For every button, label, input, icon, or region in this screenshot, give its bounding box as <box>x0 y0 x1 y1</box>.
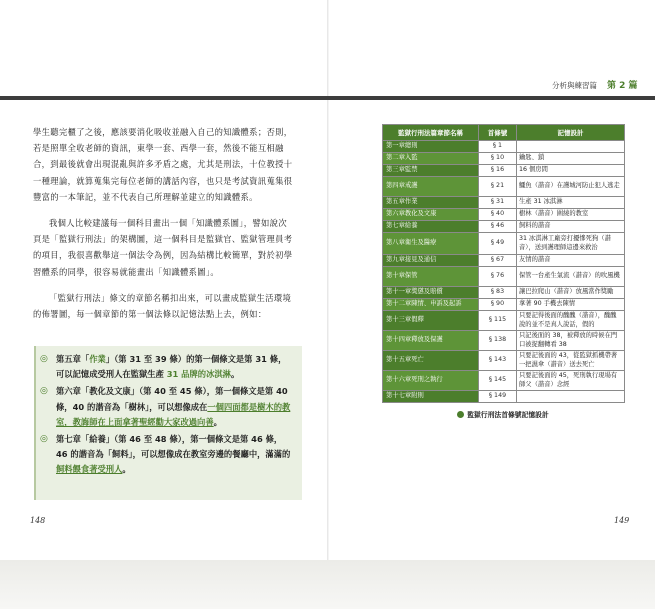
memory-cell <box>517 141 625 153</box>
memory-table-box <box>382 124 624 419</box>
chapter-label: 第 2 篇 <box>607 81 638 91</box>
chapter-cell: 第三章監禁 <box>383 165 479 177</box>
table-row <box>383 153 625 165</box>
callout-text: 第六章「教化及文康」（第 40 至 45 條），第一個條文是第 40 條，40 的諧音為「樹林」，可以想像成在一個四面都是樹木的教室，教誨師在上面拿著聖經勸大家改過向善。 <box>56 386 291 427</box>
bullet-icon: ◎ <box>40 386 48 397</box>
memory-cell <box>517 391 625 403</box>
memory-cell: 保管一台產生氣流（諧音）的吹風機 <box>517 267 625 287</box>
callout-text: 第五章「作業」（第 31 至 39 條）的第一個條文是第 31 條，可以記憶成受刑人在監獄生產 31 品牌的冰淇淋。 <box>56 354 287 380</box>
callout-text: 第七章「給養」（第 46 至 48 條），第一個條文是第 46 條，46 的諧音為「飼料」，可以想像成在教室旁邊的餐廳中，滿滿的飼料餵食著受刑人。 <box>56 434 291 475</box>
chapter-cell: 第十四章釋放及保護 <box>383 331 479 351</box>
column-header-memory: 記憶設計 <box>517 125 625 141</box>
memory-table <box>382 124 625 403</box>
caption-text: 監獄行刑法首條號記憶設計 <box>467 411 549 419</box>
article-cell: § 138 <box>479 331 517 351</box>
table-row <box>383 233 625 255</box>
table-row <box>383 287 625 299</box>
book-spine <box>327 0 329 560</box>
article-cell: § 90 <box>479 299 517 311</box>
table-row <box>383 165 625 177</box>
example-callout <box>34 346 302 500</box>
memory-cell: 31 冰淇淋工廠旁打擾慘死狗（諧音），送到護理師這邊來救治 <box>517 233 625 255</box>
article-cell: § 145 <box>479 371 517 391</box>
chapter-cell: 第六章教化及文康 <box>383 209 479 221</box>
article-cell: § 115 <box>479 311 517 331</box>
callout-item <box>40 384 292 430</box>
article-cell: § 10 <box>479 153 517 165</box>
chapter-cell: 第九章接見及通信 <box>383 255 479 267</box>
table-caption <box>382 409 624 419</box>
column-header-chapter: 監獄行刑法篇章節名稱 <box>383 125 479 141</box>
page-number-left: 148 <box>30 516 46 525</box>
bullet-icon: ◎ <box>40 434 48 445</box>
paragraph: 學生聽完櫃了之後，應該要消化吸收並融入自己的知識體系；否則，若是照單全收老師的資訊，東學一套、西學一套，然後不能互相融合，到最後就會出現混亂與許多矛盾之處，尤其是刑法，十位教授十一種理論，就算蒐集完每位老師的講話內容，也只是考試資訊蒐集很豐富的一本筆記，並不代表自己所理解並建立的知識體系。 <box>33 127 293 202</box>
memory-cell: 飼料的諧音 <box>517 221 625 233</box>
table-row <box>383 255 625 267</box>
memory-cell: 只記後面的 38，被釋放的時候在門口被捉翻轉看 38 <box>517 331 625 351</box>
chapter-cell: 第十二章陳情、申訴及起訴 <box>383 299 479 311</box>
table-row <box>383 221 625 233</box>
table-row <box>383 197 625 209</box>
article-cell: § 49 <box>479 233 517 255</box>
memory-cell: 只要記後面的 45，死刑執行現場有師父（諧音）念經 <box>517 371 625 391</box>
article-cell: § 40 <box>479 209 517 221</box>
memory-cell: 只要記後面的 43，從監獄抓機帶著一把濕傘（諧音）送去死亡 <box>517 351 625 371</box>
chapter-cell: 第十七章附則 <box>383 391 479 403</box>
table-row <box>383 391 625 403</box>
article-cell: § 76 <box>479 267 517 287</box>
article-cell: § 67 <box>479 255 517 267</box>
caption-bullet-icon <box>457 411 464 418</box>
chapter-cell: 第八章衛生及醫療 <box>383 233 479 255</box>
bullet-icon: ◎ <box>40 354 48 364</box>
memory-cell: 生產 31 冰淇淋 <box>517 197 625 209</box>
article-cell: § 143 <box>479 351 517 371</box>
table-row <box>383 331 625 351</box>
chapter-cell: 第五章作業 <box>383 197 479 209</box>
table-row <box>383 209 625 221</box>
chapter-cell: 第四章戒護 <box>383 177 479 197</box>
article-cell: § 21 <box>479 177 517 197</box>
article-cell: § 1 <box>479 141 517 153</box>
table-row <box>383 351 625 371</box>
table-body <box>383 141 625 403</box>
paragraph: 「監獄行刑法」條文的章節名稱扣出來，可以畫成監獄生活環境的佈署圖，每一個章節的第一個法條以記憶法點上去，例如： <box>33 292 292 320</box>
table-header-row <box>383 125 625 141</box>
chapter-cell: 第十六章死刑之執行 <box>383 371 479 391</box>
chapter-cell: 第二章入監 <box>383 153 479 165</box>
table-row <box>383 311 625 331</box>
article-cell: § 16 <box>479 165 517 177</box>
header-rule <box>0 96 655 100</box>
chapter-cell: 第七章給養 <box>383 221 479 233</box>
page-shadow <box>0 560 655 609</box>
chapter-cell: 第十一章獎懲及賠償 <box>383 287 479 299</box>
memory-cell: 讓巴拉爬山（諧音）放風當作獎勵 <box>517 287 625 299</box>
article-cell: § 46 <box>479 221 517 233</box>
left-page-body <box>33 124 295 322</box>
table-row <box>383 299 625 311</box>
chapter-cell: 第十章保管 <box>383 267 479 287</box>
callout-item <box>40 432 292 478</box>
table-row <box>383 371 625 391</box>
memory-cell: 鱷魚（諧音）在護城河防止犯人逃走 <box>517 177 625 197</box>
chapter-cell: 第十五章死亡 <box>383 351 479 371</box>
article-cell: § 149 <box>479 391 517 403</box>
callout-item <box>40 352 292 382</box>
article-cell: § 83 <box>479 287 517 299</box>
memory-cell: 拿著 90 手機去陳情 <box>517 299 625 311</box>
chapter-cell: 第十三章假釋 <box>383 311 479 331</box>
memory-cell: 友情的諧音 <box>517 255 625 267</box>
page-number-right: 149 <box>614 516 630 525</box>
column-header-article: 首條號 <box>479 125 517 141</box>
memory-cell: 鑰匙、鎖 <box>517 153 625 165</box>
table-row <box>383 141 625 153</box>
table-row <box>383 177 625 197</box>
memory-cell: 只要記得後面的醜醜（諧音），醜醜說的並不是真人說話，假的 <box>517 311 625 331</box>
memory-cell: 樹林（諧音）圍繞的教室 <box>517 209 625 221</box>
running-header: 分析與練習篇 <box>552 81 597 90</box>
table-row <box>383 267 625 287</box>
chapter-cell: 第一章總則 <box>383 141 479 153</box>
paragraph: 我個人比較建議每一個科目畫出一個「知識體系圖」，譬如說次頁是「監獄行刑法」的架構圖，這一個科目是監獄官、監獄管理員考的項目，我很喜歡舉這一個法令為例，因為結構比較簡單，對於初學習體系的同學，很容易就能畫出「知識體系圖」。 <box>33 218 293 277</box>
article-cell: § 31 <box>479 197 517 209</box>
memory-cell: 16 個房間 <box>517 165 625 177</box>
